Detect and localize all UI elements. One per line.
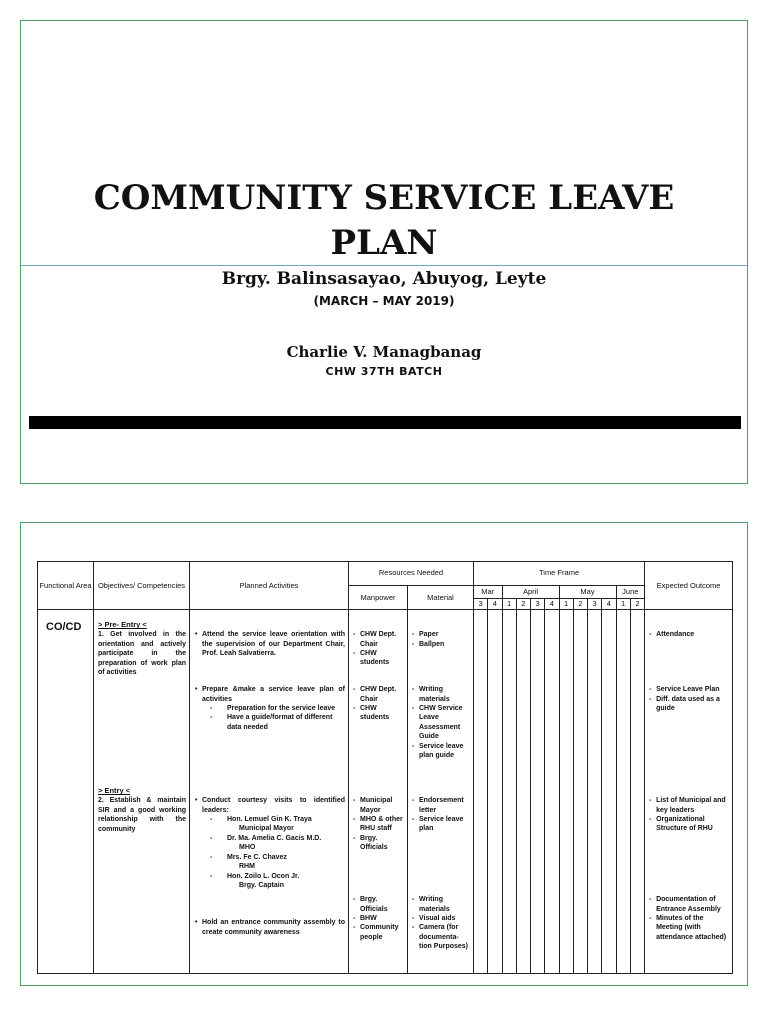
material-item: - Service leave plan guide [411,742,471,761]
header-objectives: Objectives/ Competencies [94,562,190,610]
material-group-2 [411,685,471,761]
time-frame-cell [588,610,602,974]
outcome-group-1 [648,630,730,639]
manpower-item: - Community people [352,923,406,942]
manpower-item: - CHW students [352,649,406,668]
month-may: May [559,586,616,599]
header-functional-area: Functional Area [38,562,94,610]
objectives-cell [94,610,190,974]
manpower-item: - MHO & other RHU staff [352,815,406,834]
manpower-group-2 [352,685,406,723]
material-item: - Writing materials [411,685,471,704]
time-frame-cell [602,610,616,974]
black-bar-divider [29,416,741,429]
outcome-item: - Minutes of the Meeting (with attendance attached) [648,914,730,942]
outcome-item: - Service Leave Plan [648,685,730,694]
objective-pre-entry [98,620,186,677]
activity-subitem-cont: data needed [227,723,268,731]
activity-group-1 [193,630,345,658]
activity-subitem-cont: RHM [239,863,255,871]
author-name: Charlie V. Managbanag [286,343,482,361]
activity-item: • Prepare &make a service leave plan of activities [193,685,345,704]
activity-subitem: - Hon. Zoilo L. Ocon Jr. [193,872,345,881]
week-cell: 4 [602,599,616,610]
material-item: - Writing materials [411,895,471,914]
objective-heading: > Entry < [98,786,131,796]
plan-slide [20,522,748,986]
title-line-1: COMMUNITY SERVICE LEAVE [93,178,675,218]
week-cell: 2 [573,599,587,610]
manpower-item: - CHW students [352,704,406,723]
header-planned-activities: Planned Activities [190,562,349,610]
time-frame-cell [630,610,644,974]
manpower-group-4 [352,895,406,942]
outcome-item: - Organizational Structure of RHU [648,815,730,834]
month-june: June [616,586,645,599]
service-leave-plan-table [37,561,733,974]
period-text: (MARCH – MAY 2019) [313,294,455,308]
time-frame-cell [616,610,630,974]
activity-group-4 [193,918,345,937]
time-frame-cell [474,610,488,974]
header-time-frame: Time Frame [474,562,645,586]
time-frame-cell [502,610,516,974]
month-mar: Mar [474,586,503,599]
material-item: - Ballpen [411,640,471,649]
week-cell: 1 [502,599,516,610]
time-frame-cell [488,610,502,974]
activity-subitem-cont: MHO [239,844,256,852]
manpower-item: - Brgy. Officials [352,834,406,853]
document-title [21,176,747,266]
week-cell: 4 [545,599,559,610]
header-material: Material [408,586,474,610]
material-group-4 [411,895,471,952]
batch-label: CHW 37TH BATCH [325,365,443,378]
activity-subitem: - Have a guide/format of different [193,713,345,722]
time-frame-cell [516,610,530,974]
material-item: - CHW Service Leave Assessment Guide [411,704,471,742]
material-item: - Paper [411,630,471,639]
time-frame-cell [531,610,545,974]
activity-group-2 [193,685,345,732]
title-divider [21,265,747,266]
material-group-3 [411,796,471,834]
week-cell: 3 [531,599,545,610]
time-frame-cell [573,610,587,974]
week-cell: 4 [488,599,502,610]
manpower-item: - CHW Dept. Chair [352,685,406,704]
functional-area-label: CO/CD [46,621,82,634]
material-item: - Visual aids [411,914,471,923]
objective-heading: > Pre- Entry < [98,620,147,630]
outcome-item: - Diff. data used as a guide [648,695,730,714]
manpower-group-1 [352,630,406,668]
material-item: - Endorsement letter [411,796,471,815]
manpower-item: - Municipal Mayor [352,796,406,815]
material-item: - Service leave plan [411,815,471,834]
objective-entry [98,786,186,834]
activity-subitem-cont: Municipal Mayor [239,825,294,833]
material-item: - Camera (for documenta-tion Purposes) [411,923,471,951]
manpower-item: - CHW Dept. Chair [352,630,406,649]
material-cell [408,610,474,974]
week-cell: 1 [559,599,573,610]
activity-subitem: - Preparation for the service leave [193,704,345,713]
header-expected-outcome: Expected Outcome [645,562,733,610]
activity-group-3 [193,796,345,890]
manpower-item: - BHW [352,914,406,923]
activity-subitem-cont: Brgy. Captain [239,882,284,890]
location-subtitle: Brgy. Balinsasayao, Abuyog, Leyte [221,269,547,289]
activity-subitem: - Dr. Ma. Amelia C. Gacis M.D. [193,834,345,843]
header-resources-needed: Resources Needed [349,562,474,586]
material-group-1 [411,630,471,649]
functional-area-cell [38,610,94,974]
activity-item: • Conduct courtesy visits to identified leaders: [193,796,345,815]
manpower-group-3 [352,796,406,853]
activity-item: • Hold an entrance community assembly to create community awareness [193,918,345,937]
activity-item: • Attend the service leave orientation with the supervision of our Department Chair, Prof. Leah Salvatierra. [193,630,345,658]
time-frame-cell [545,610,559,974]
outcome-group-2 [648,685,730,713]
outcome-item: - Documentation of Entrance Assembly [648,895,730,914]
cover-slide [20,20,748,484]
manpower-item: - Brgy. Officials [352,895,406,914]
objective-text: 2. Establish & maintain SIR and a good working relationship with the community [98,797,186,833]
week-cell: 1 [616,599,630,610]
outcome-item: - Attendance [648,630,730,639]
month-april: April [502,586,559,599]
time-frame-cell [559,610,573,974]
title-line-2: PLAN [330,223,438,263]
expected-outcome-cell [645,610,733,974]
outcome-group-4 [648,895,730,942]
week-cell: 3 [474,599,488,610]
activity-subitem: - Mrs. Fe C. Chavez [193,853,345,862]
activity-subitem: - Hon. Lemuel Gin K. Traya [193,815,345,824]
header-manpower: Manpower [349,586,408,610]
week-cell: 2 [630,599,644,610]
manpower-cell [349,610,408,974]
planned-activities-cell [190,610,349,974]
week-cell: 2 [516,599,530,610]
outcome-item: - List of Municipal and key leaders [648,796,730,815]
objective-text: 1. Get involved in the orientation and actively participate in the preparation of work plan of activities [98,631,186,676]
outcome-group-3 [648,796,730,834]
week-cell: 3 [588,599,602,610]
